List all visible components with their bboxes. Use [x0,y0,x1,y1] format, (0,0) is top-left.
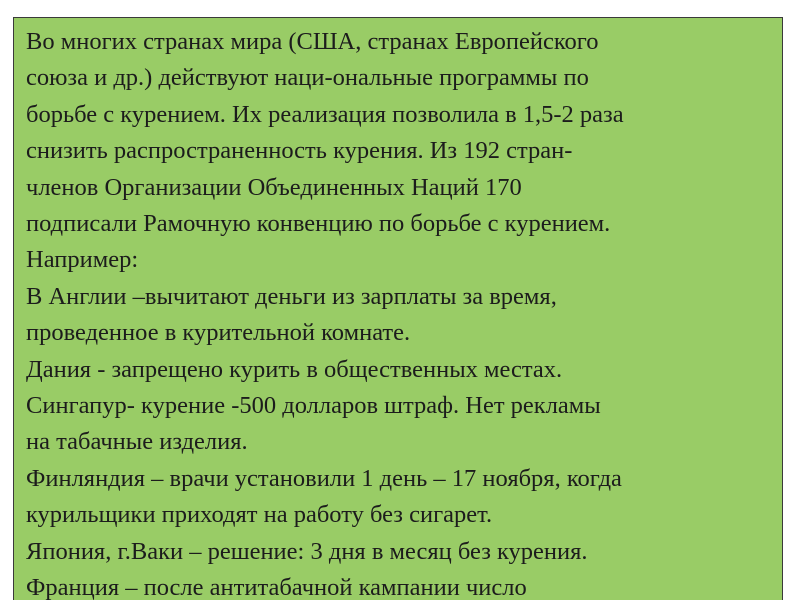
text-line-9: проведенное в курительной комнате. [26,319,411,347]
text-line-6: подписали Рамочную конвенцию по борьбе с курением. [26,210,611,238]
text-line-3: борьбе с курением. Их реализация позволила в 1,5-2 раза [26,100,624,128]
text-content [26,24,624,600]
text-line-7: Например: [26,246,139,274]
text-line-4: снизить распространенность курения. Из 192 стран- [26,137,573,165]
text-line-15: Япония, г.Ваки – решение: 3 дня в месяц без курения. [26,537,588,565]
text-line-16: Франция – после антитабачной кампании число [26,574,527,600]
text-line-14: курильщики приходят на работу без сигарет. [26,501,493,529]
text-line-10: Дания - запрещено курить в общественных местах. [26,355,563,383]
text-line-1: Во многих странах мира (США, странах Европейского [26,28,599,55]
text-line-12: на табачные изделия. [26,428,248,456]
text-line-13: Финляндия – врачи установили 1 день – 17 ноября, когда [26,464,622,492]
text-box [13,17,783,600]
text-line-2: союза и др.) действуют наци-ональные программы по [26,64,589,92]
text-line-11: Сингапур- курение -500 долларов штраф. Нет рекламы [26,392,601,420]
text-line-8: В Англии –вычитают деньги из зарплаты за время, [26,282,557,310]
text-line-5: членов Организации Объединенных Наций 170 [26,173,522,201]
